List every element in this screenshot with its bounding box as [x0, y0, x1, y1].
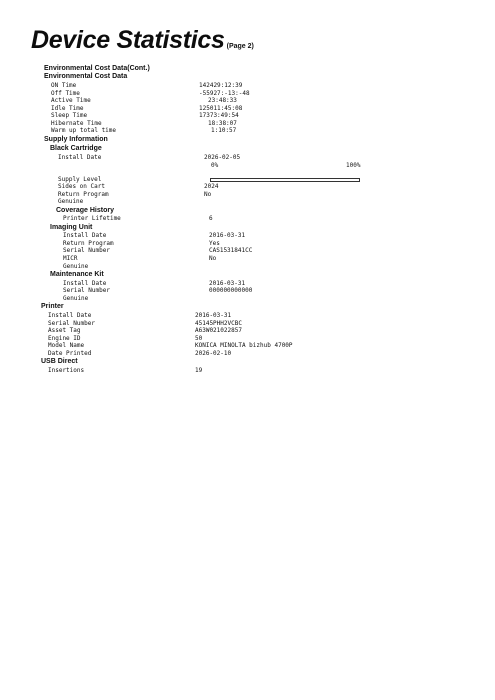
warmup-time-label: Warm up total time — [51, 127, 117, 134]
maintenance-serial-value: 000000000000 — [209, 287, 253, 294]
date-printed-label: Date Printed — [48, 350, 92, 357]
sides-on-cart-label: Sides on Cart — [58, 183, 105, 190]
cartridge-return-program-label: Return Program — [58, 191, 109, 198]
cartridge-return-program-value: No — [204, 191, 212, 198]
idle-time-value: 125011:45:08 — [199, 105, 243, 112]
maintenance-serial-label: Serial Number — [63, 287, 110, 294]
imaging-install-date-value: 2016-03-31 — [209, 232, 246, 239]
imaging-serial-label: Serial Number — [63, 247, 110, 254]
printer-serial-label: Serial Number — [48, 320, 95, 327]
imaging-install-date-label: Install Date — [63, 232, 107, 239]
cartridge-genuine-label: Genuine — [58, 198, 84, 205]
black-cartridge-heading: Black Cartridge — [50, 145, 102, 152]
env-heading-cont: Environmental Cost Data(Cont.) — [44, 65, 150, 72]
title-page-number: (Page 2) — [226, 43, 254, 50]
supply-level-label: Supply Level — [58, 176, 102, 183]
maintenance-install-date-value: 2016-03-31 — [209, 280, 246, 287]
asset-tag-label: Asset Tag — [48, 327, 81, 334]
sides-on-cart-value: 2024 — [204, 183, 219, 190]
usb-direct-heading: USB Direct — [41, 358, 78, 365]
maintenance-install-date-label: Install Date — [63, 280, 107, 287]
on-time-value: 142429:12:39 — [199, 82, 243, 89]
micr-value: No — [209, 255, 217, 262]
off-time-label: Off Time — [51, 90, 80, 97]
off-time-value: -55927:-13:-48 — [199, 90, 250, 97]
insertions-label: Insertions — [48, 367, 85, 374]
imaging-return-program-value: Yes — [209, 240, 220, 247]
imaging-unit-heading: Imaging Unit — [50, 224, 93, 231]
printer-lifetime-value: 6 — [209, 215, 213, 222]
active-time-value: 23:48:33 — [208, 97, 237, 104]
supply-heading: Supply Information — [44, 136, 108, 143]
coverage-history-heading: Coverage History — [56, 207, 114, 214]
micr-label: MICR — [63, 255, 78, 262]
imaging-return-program-label: Return Program — [63, 240, 114, 247]
engine-id-label: Engine ID — [48, 335, 81, 342]
supply-scale-min: 0% — [211, 162, 219, 169]
supply-scale-max: 100% — [346, 162, 361, 169]
hibernate-time-label: Hibernate Time — [51, 120, 102, 127]
engine-id-value: 50 — [195, 335, 203, 342]
active-time-label: Active Time — [51, 97, 91, 104]
model-name-value: KONICA MINOLTA bizhub 4700P — [195, 342, 293, 349]
asset-tag-value: A63W021022857 — [195, 327, 242, 334]
cartridge-install-date-label: Install Date — [58, 154, 102, 161]
sleep-time-label: Sleep Time — [51, 112, 88, 119]
printer-lifetime-label: Printer Lifetime — [63, 215, 121, 222]
title-text: Device Statistics — [31, 26, 225, 54]
printer-heading: Printer — [41, 303, 64, 310]
page-title — [31, 26, 254, 55]
hibernate-time-value: 18:38:07 — [208, 120, 237, 127]
model-name-label: Model Name — [48, 342, 85, 349]
warmup-time-value: 1:10:57 — [211, 127, 237, 134]
imaging-genuine-label: Genuine — [63, 263, 89, 270]
supply-level-bar — [210, 178, 360, 182]
sleep-time-value: 17373:49:54 — [199, 112, 239, 119]
printer-serial-value: 45145PHH2VCBC — [195, 320, 242, 327]
env-heading: Environmental Cost Data — [44, 73, 128, 80]
maintenance-kit-heading: Maintenance Kit — [50, 271, 104, 278]
insertions-value: 19 — [195, 367, 203, 374]
printer-install-date-value: 2016-03-31 — [195, 312, 232, 319]
imaging-serial-value: CAS1531841CC — [209, 247, 253, 254]
printer-install-date-label: Install Date — [48, 312, 92, 319]
on-time-label: ON Time — [51, 82, 77, 89]
date-printed-value: 2026-02-10 — [195, 350, 232, 357]
maintenance-genuine-label: Genuine — [63, 295, 89, 302]
idle-time-label: Idle Time — [51, 105, 84, 112]
cartridge-install-date-value: 2026-02-05 — [204, 154, 241, 161]
